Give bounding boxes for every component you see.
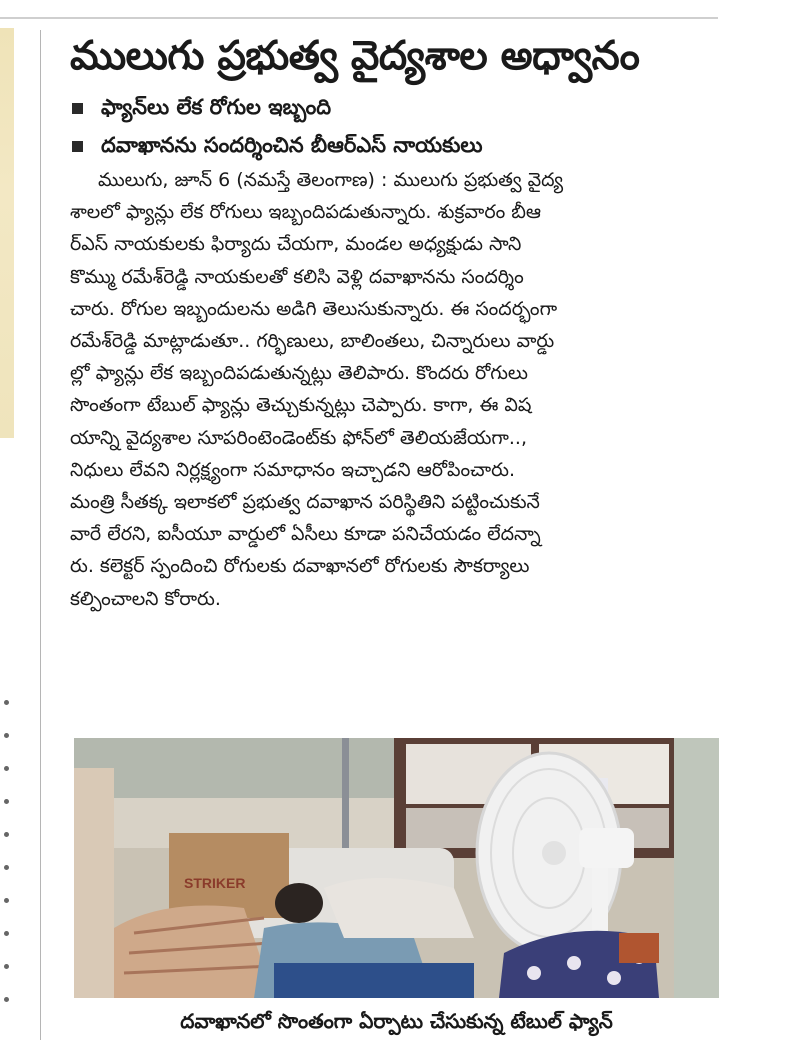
body-line: రు. కలెక్టర్‌ స్పందించి రోగులకు దవాఖానలో రోగులకు సౌకర్యాలు <box>70 555 530 578</box>
bullet-item <box>70 88 720 126</box>
body-line: చారు. రోగుల ఇబ్బందులను అడిగి తెలుసుకున్నారు. ఈ సందర్భంగా <box>70 297 558 320</box>
body-line: ములుగు, జూన్‌ 6 (నమస్తే తెలంగాణ) : ములుగు ప్రభుత్వ వైద్య <box>98 169 564 191</box>
photo-illustration <box>74 738 719 998</box>
body-line: సొంతంగా టేబుల్‌ ఫ్యాన్లు తెచ్చుకున్నట్లు చెప్పారు. కాగా, ఈ విష <box>70 394 532 417</box>
body-line: కొమ్ము రమేశ్‌రెడ్డి నాయకులతో కలిసి వెళ్లి దవాఖానను సందర్శిం <box>70 265 524 288</box>
bullet-item <box>70 126 720 164</box>
headline: ములుగు ప్రభుత్వ వైద్యశాల అధ్వానం <box>70 33 640 79</box>
bullet-text: దవాఖానను సందర్శించిన బీఆర్‌ఎస్‌ నాయకులు <box>101 133 483 157</box>
square-bullet-icon <box>72 141 83 152</box>
body-line: ర్‌ఎస్‌ నాయకులకు ఫిర్యాదు చేయగా, మండల అధ్యక్షుడు సాని <box>70 233 522 256</box>
body-line: మంత్రి సీతక్క ఇలాకలో ప్రభుత్వ దవాఖాన పరిస్థితిని పట్టించుకునే <box>70 491 540 514</box>
square-bullet-icon <box>72 103 83 114</box>
column-divider <box>40 30 41 1040</box>
body-line: కల్పించాలని కోరారు. <box>70 587 221 610</box>
body-line: నిధులు లేవని నిర్లక్ష్యంగా సమాధానం ఇచ్చాడని ఆరోపించారు. <box>70 458 516 481</box>
subheadline-bullets <box>70 88 720 164</box>
striker-box <box>169 833 289 918</box>
top-rule <box>0 17 718 19</box>
body-line: రమేశ్‌రెడ్డి మాట్లాడుతూ.. గర్భిణులు, బాలింతలు, చిన్నారులు వార్డు <box>70 330 555 353</box>
article-body <box>70 164 720 615</box>
box-label: STRIKER <box>184 875 246 891</box>
bullet-text: ఫ్యాన్‌లు లేక రోగుల ఇబ్బంది <box>101 95 332 119</box>
body-line: వారే లేరని, ఐసీయూ వార్డులో ఏసీలు కూడా పనిచేయడం లేదన్నా <box>70 523 541 546</box>
body-line: శాలలో ఫ్యాన్లు లేక రోగులు ఇబ్బందిపడుతున్నారు. శుక్రవారం బీఆ <box>70 201 542 224</box>
body-line: ల్లో ఫ్యాన్లు లేక ఇబ్బందిపడుతున్నట్లు తెలిపారు. కొందరు రోగులు <box>70 362 528 385</box>
adjacent-column-strip <box>0 28 14 438</box>
news-article <box>70 28 720 615</box>
body-line: యాన్ని వైద్యశాల సూపరింటెండెంట్‌కు ఫోన్‌లో తెలియజేయగా.., <box>70 426 527 449</box>
adjacent-column-marks <box>4 700 14 1030</box>
hospital-ward-photo <box>74 738 719 998</box>
photo-caption: దవాఖానలో సొంతంగా ఏర్పాటు చేసుకున్న టేబుల్‌ ఫ్యాన్‌ <box>180 1009 613 1033</box>
